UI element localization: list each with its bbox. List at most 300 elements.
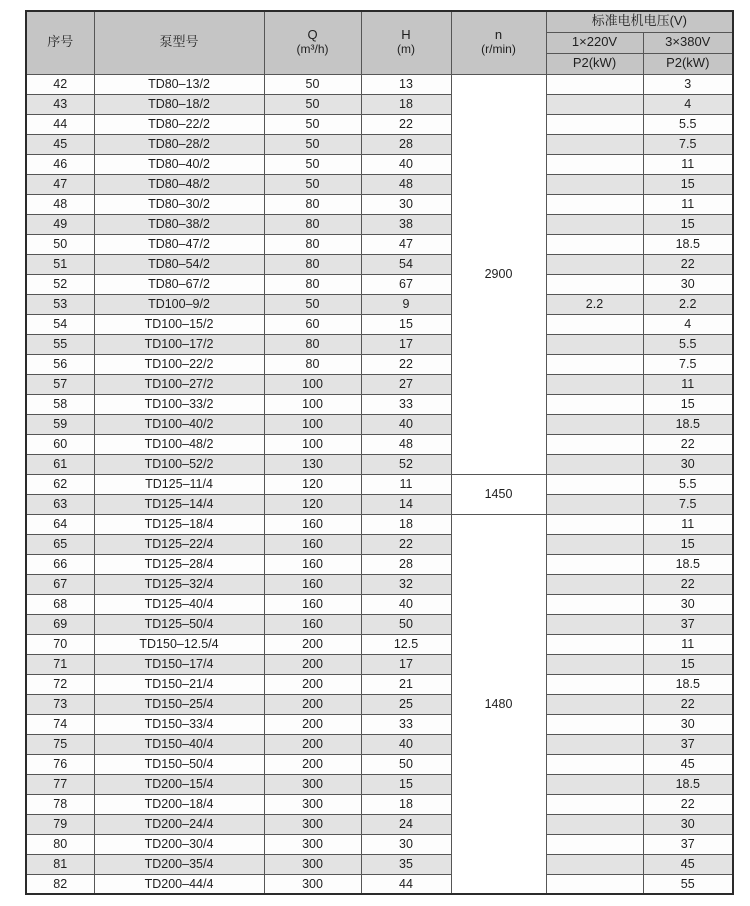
- cell-model: TD100–9/2: [94, 294, 264, 314]
- cell-p2-380: 18.5: [643, 554, 733, 574]
- cell-serial: 65: [26, 534, 94, 554]
- cell-flow-q: 200: [264, 634, 361, 654]
- cell-flow-q: 80: [264, 234, 361, 254]
- cell-flow-q: 300: [264, 874, 361, 894]
- cell-head-h: 18: [361, 94, 451, 114]
- cell-flow-q: 160: [264, 594, 361, 614]
- cell-serial: 68: [26, 594, 94, 614]
- cell-p2-380: 11: [643, 374, 733, 394]
- table-row: [26, 374, 733, 394]
- cell-model: TD125–40/4: [94, 594, 264, 614]
- table-row: [26, 514, 733, 534]
- cell-p2-220: [546, 274, 643, 294]
- cell-serial: 57: [26, 374, 94, 394]
- cell-p2-380: 2.2: [643, 294, 733, 314]
- table-row: [26, 474, 733, 494]
- cell-flow-q: 50: [264, 294, 361, 314]
- cell-p2-380: 11: [643, 154, 733, 174]
- cell-p2-380: 15: [643, 394, 733, 414]
- cell-flow-q: 80: [264, 194, 361, 214]
- cell-head-h: 33: [361, 714, 451, 734]
- table-row: [26, 774, 733, 794]
- cell-head-h: 48: [361, 434, 451, 454]
- cell-p2-220: [546, 474, 643, 494]
- header-n-unit: (r/min): [481, 42, 516, 57]
- table-row: [26, 794, 733, 814]
- table-row: [26, 734, 733, 754]
- cell-p2-380: 18.5: [643, 674, 733, 694]
- header-cell-speed-n: [451, 11, 546, 74]
- cell-serial: 71: [26, 654, 94, 674]
- cell-model: TD150–25/4: [94, 694, 264, 714]
- cell-serial: 49: [26, 214, 94, 234]
- cell-p2-220: [546, 694, 643, 714]
- cell-model: TD100–17/2: [94, 334, 264, 354]
- cell-flow-q: 300: [264, 774, 361, 794]
- table-row: [26, 94, 733, 114]
- cell-p2-220: [546, 394, 643, 414]
- cell-serial: 70: [26, 634, 94, 654]
- cell-serial: 46: [26, 154, 94, 174]
- cell-flow-q: 200: [264, 694, 361, 714]
- cell-serial: 51: [26, 254, 94, 274]
- header-h-unit: (m): [397, 42, 415, 57]
- cell-head-h: 9: [361, 294, 451, 314]
- header-cell-voltage-group: 标准电机电压(V): [546, 11, 733, 32]
- table-row: [26, 614, 733, 634]
- table-row: [26, 414, 733, 434]
- cell-p2-380: 7.5: [643, 134, 733, 154]
- cell-flow-q: 120: [264, 494, 361, 514]
- cell-model: TD80–13/2: [94, 74, 264, 94]
- cell-p2-380: 7.5: [643, 494, 733, 514]
- table-row: [26, 574, 733, 594]
- cell-serial: 45: [26, 134, 94, 154]
- cell-model: TD100–22/2: [94, 354, 264, 374]
- cell-flow-q: 100: [264, 434, 361, 454]
- cell-p2-220: [546, 574, 643, 594]
- cell-serial: 59: [26, 414, 94, 434]
- cell-head-h: 30: [361, 834, 451, 854]
- table-row: [26, 634, 733, 654]
- cell-p2-220: [546, 674, 643, 694]
- cell-serial: 63: [26, 494, 94, 514]
- cell-p2-220: [546, 314, 643, 334]
- cell-flow-q: 300: [264, 814, 361, 834]
- cell-serial: 77: [26, 774, 94, 794]
- cell-head-h: 30: [361, 194, 451, 214]
- table-row: [26, 494, 733, 514]
- table-body: [26, 74, 733, 894]
- cell-model: TD200–18/4: [94, 794, 264, 814]
- table-row: [26, 674, 733, 694]
- cell-head-h: 52: [361, 454, 451, 474]
- cell-p2-220: [546, 94, 643, 114]
- cell-p2-220: [546, 154, 643, 174]
- table-row: [26, 594, 733, 614]
- cell-p2-220: [546, 854, 643, 874]
- cell-model: TD80–30/2: [94, 194, 264, 214]
- cell-head-h: 13: [361, 74, 451, 94]
- cell-p2-220: [546, 194, 643, 214]
- table-row: [26, 874, 733, 894]
- table-row: [26, 114, 733, 134]
- cell-p2-220: [546, 454, 643, 474]
- cell-flow-q: 50: [264, 134, 361, 154]
- cell-model: TD80–54/2: [94, 254, 264, 274]
- cell-head-h: 15: [361, 774, 451, 794]
- cell-model: TD150–12.5/4: [94, 634, 264, 654]
- cell-model: TD125–14/4: [94, 494, 264, 514]
- cell-serial: 42: [26, 74, 94, 94]
- table-row: [26, 214, 733, 234]
- table-row: [26, 554, 733, 574]
- cell-p2-380: 22: [643, 574, 733, 594]
- cell-p2-380: 30: [643, 714, 733, 734]
- cell-head-h: 40: [361, 154, 451, 174]
- cell-p2-380: 4: [643, 314, 733, 334]
- cell-model: TD80–67/2: [94, 274, 264, 294]
- cell-head-h: 18: [361, 514, 451, 534]
- cell-flow-q: 160: [264, 554, 361, 574]
- cell-flow-q: 60: [264, 314, 361, 334]
- cell-flow-q: 80: [264, 214, 361, 234]
- cell-p2-380: 7.5: [643, 354, 733, 374]
- cell-model: TD150–40/4: [94, 734, 264, 754]
- table-row: [26, 714, 733, 734]
- cell-p2-380: 22: [643, 254, 733, 274]
- cell-head-h: 47: [361, 234, 451, 254]
- cell-flow-q: 50: [264, 74, 361, 94]
- cell-p2-220: [546, 814, 643, 834]
- cell-serial: 80: [26, 834, 94, 854]
- table-row: [26, 434, 733, 454]
- header-cell-220v: 1×220V: [546, 32, 643, 53]
- header-cell-p2-220: P2(kW): [546, 53, 643, 74]
- cell-p2-380: 22: [643, 434, 733, 454]
- cell-head-h: 11: [361, 474, 451, 494]
- cell-p2-380: 22: [643, 694, 733, 714]
- cell-model: TD150–33/4: [94, 714, 264, 734]
- cell-head-h: 28: [361, 134, 451, 154]
- cell-model: TD125–28/4: [94, 554, 264, 574]
- cell-p2-220: [546, 354, 643, 374]
- cell-serial: 78: [26, 794, 94, 814]
- cell-serial: 72: [26, 674, 94, 694]
- cell-p2-380: 15: [643, 534, 733, 554]
- cell-serial: 76: [26, 754, 94, 774]
- cell-model: TD80–38/2: [94, 214, 264, 234]
- cell-model: TD200–35/4: [94, 854, 264, 874]
- cell-serial: 58: [26, 394, 94, 414]
- table-row: [26, 254, 733, 274]
- cell-head-h: 67: [361, 274, 451, 294]
- cell-head-h: 38: [361, 214, 451, 234]
- cell-p2-380: 5.5: [643, 474, 733, 494]
- cell-flow-q: 80: [264, 334, 361, 354]
- cell-p2-380: 15: [643, 174, 733, 194]
- cell-speed-n: 1480: [451, 514, 546, 894]
- cell-serial: 62: [26, 474, 94, 494]
- cell-model: TD80–28/2: [94, 134, 264, 154]
- cell-head-h: 50: [361, 754, 451, 774]
- cell-serial: 79: [26, 814, 94, 834]
- cell-p2-380: 30: [643, 814, 733, 834]
- cell-model: TD200–44/4: [94, 874, 264, 894]
- cell-model: TD100–27/2: [94, 374, 264, 394]
- cell-serial: 50: [26, 234, 94, 254]
- cell-p2-220: [546, 554, 643, 574]
- cell-p2-380: 18.5: [643, 234, 733, 254]
- table-row: [26, 354, 733, 374]
- cell-p2-220: 2.2: [546, 294, 643, 314]
- cell-p2-220: [546, 74, 643, 94]
- cell-flow-q: 160: [264, 534, 361, 554]
- table-row: [26, 194, 733, 214]
- cell-p2-380: 45: [643, 854, 733, 874]
- cell-p2-220: [546, 254, 643, 274]
- cell-serial: 61: [26, 454, 94, 474]
- cell-p2-380: 15: [643, 654, 733, 674]
- cell-flow-q: 200: [264, 654, 361, 674]
- pump-spec-table: [25, 10, 734, 895]
- cell-serial: 81: [26, 854, 94, 874]
- cell-model: TD80–48/2: [94, 174, 264, 194]
- cell-flow-q: 50: [264, 154, 361, 174]
- cell-p2-380: 15: [643, 214, 733, 234]
- cell-flow-q: 160: [264, 574, 361, 594]
- cell-flow-q: 160: [264, 514, 361, 534]
- table-row: [26, 694, 733, 714]
- cell-flow-q: 50: [264, 114, 361, 134]
- cell-model: TD150–17/4: [94, 654, 264, 674]
- cell-head-h: 44: [361, 874, 451, 894]
- table-row: [26, 314, 733, 334]
- cell-flow-q: 200: [264, 674, 361, 694]
- cell-serial: 53: [26, 294, 94, 314]
- cell-p2-380: 11: [643, 194, 733, 214]
- cell-serial: 73: [26, 694, 94, 714]
- cell-serial: 67: [26, 574, 94, 594]
- table-row: [26, 534, 733, 554]
- cell-model: TD125–22/4: [94, 534, 264, 554]
- cell-head-h: 24: [361, 814, 451, 834]
- cell-serial: 47: [26, 174, 94, 194]
- cell-model: TD125–50/4: [94, 614, 264, 634]
- cell-p2-380: 11: [643, 634, 733, 654]
- cell-p2-380: 3: [643, 74, 733, 94]
- table-row: [26, 174, 733, 194]
- cell-serial: 60: [26, 434, 94, 454]
- cell-p2-220: [546, 774, 643, 794]
- table-row: [26, 154, 733, 174]
- cell-p2-380: 37: [643, 734, 733, 754]
- cell-serial: 82: [26, 874, 94, 894]
- cell-model: TD100–52/2: [94, 454, 264, 474]
- table-row: [26, 334, 733, 354]
- cell-head-h: 40: [361, 734, 451, 754]
- header-cell-head-h: [361, 11, 451, 74]
- cell-p2-380: 30: [643, 594, 733, 614]
- cell-flow-q: 50: [264, 94, 361, 114]
- header-q-unit: (m³/h): [296, 42, 329, 57]
- cell-p2-220: [546, 794, 643, 814]
- header-n-symbol: n: [494, 27, 503, 43]
- cell-p2-220: [546, 734, 643, 754]
- cell-head-h: 54: [361, 254, 451, 274]
- cell-p2-380: 18.5: [643, 774, 733, 794]
- cell-p2-380: 11: [643, 514, 733, 534]
- header-row-group: [26, 11, 733, 32]
- cell-flow-q: 120: [264, 474, 361, 494]
- cell-head-h: 33: [361, 394, 451, 414]
- cell-p2-380: 5.5: [643, 114, 733, 134]
- cell-serial: 52: [26, 274, 94, 294]
- table-row: [26, 814, 733, 834]
- cell-serial: 66: [26, 554, 94, 574]
- cell-serial: 64: [26, 514, 94, 534]
- cell-p2-220: [546, 534, 643, 554]
- cell-head-h: 17: [361, 654, 451, 674]
- cell-model: TD100–48/2: [94, 434, 264, 454]
- cell-speed-n: 2900: [451, 74, 546, 474]
- header-cell-serial: 序号: [26, 11, 94, 74]
- cell-model: TD150–50/4: [94, 754, 264, 774]
- header-cell-model: 泵型号: [94, 11, 264, 74]
- cell-p2-220: [546, 334, 643, 354]
- cell-p2-220: [546, 514, 643, 534]
- header-cell-flow-q: [264, 11, 361, 74]
- cell-flow-q: 160: [264, 614, 361, 634]
- cell-flow-q: 300: [264, 834, 361, 854]
- cell-flow-q: 80: [264, 354, 361, 374]
- cell-p2-220: [546, 634, 643, 654]
- cell-head-h: 25: [361, 694, 451, 714]
- cell-serial: 55: [26, 334, 94, 354]
- cell-p2-220: [546, 174, 643, 194]
- cell-model: TD200–15/4: [94, 774, 264, 794]
- cell-p2-220: [546, 134, 643, 154]
- table-row: [26, 274, 733, 294]
- cell-head-h: 40: [361, 594, 451, 614]
- cell-flow-q: 200: [264, 754, 361, 774]
- cell-p2-220: [546, 754, 643, 774]
- cell-head-h: 32: [361, 574, 451, 594]
- cell-model: TD125–18/4: [94, 514, 264, 534]
- cell-model: TD80–40/2: [94, 154, 264, 174]
- header-cell-380v: 3×380V: [643, 32, 733, 53]
- cell-p2-380: 18.5: [643, 414, 733, 434]
- table-row: [26, 394, 733, 414]
- cell-serial: 69: [26, 614, 94, 634]
- cell-p2-220: [546, 834, 643, 854]
- cell-serial: 56: [26, 354, 94, 374]
- cell-flow-q: 130: [264, 454, 361, 474]
- cell-head-h: 15: [361, 314, 451, 334]
- table-row: [26, 134, 733, 154]
- cell-serial: 48: [26, 194, 94, 214]
- table-row: [26, 294, 733, 314]
- cell-head-h: 35: [361, 854, 451, 874]
- cell-serial: 43: [26, 94, 94, 114]
- table-row: [26, 854, 733, 874]
- cell-head-h: 17: [361, 334, 451, 354]
- table-row: [26, 754, 733, 774]
- cell-serial: 54: [26, 314, 94, 334]
- cell-head-h: 18: [361, 794, 451, 814]
- cell-flow-q: 300: [264, 794, 361, 814]
- cell-p2-380: 5.5: [643, 334, 733, 354]
- cell-model: TD100–40/2: [94, 414, 264, 434]
- cell-p2-220: [546, 654, 643, 674]
- cell-model: TD100–33/2: [94, 394, 264, 414]
- cell-flow-q: 300: [264, 854, 361, 874]
- cell-head-h: 12.5: [361, 634, 451, 654]
- cell-p2-220: [546, 594, 643, 614]
- cell-p2-380: 55: [643, 874, 733, 894]
- cell-p2-220: [546, 414, 643, 434]
- cell-model: TD80–18/2: [94, 94, 264, 114]
- cell-p2-220: [546, 494, 643, 514]
- cell-model: TD200–24/4: [94, 814, 264, 834]
- cell-head-h: 40: [361, 414, 451, 434]
- cell-p2-220: [546, 614, 643, 634]
- table-row: [26, 454, 733, 474]
- cell-p2-220: [546, 434, 643, 454]
- table-row: [26, 74, 733, 94]
- cell-head-h: 28: [361, 554, 451, 574]
- cell-p2-380: 30: [643, 454, 733, 474]
- cell-model: TD80–47/2: [94, 234, 264, 254]
- cell-p2-220: [546, 214, 643, 234]
- cell-flow-q: 200: [264, 714, 361, 734]
- cell-p2-380: 22: [643, 794, 733, 814]
- header-h-symbol: H: [401, 27, 411, 43]
- cell-head-h: 14: [361, 494, 451, 514]
- cell-flow-q: 200: [264, 734, 361, 754]
- cell-head-h: 22: [361, 534, 451, 554]
- cell-p2-220: [546, 234, 643, 254]
- table-row: [26, 654, 733, 674]
- cell-flow-q: 100: [264, 394, 361, 414]
- cell-model: TD125–32/4: [94, 574, 264, 594]
- header-cell-p2-380: P2(kW): [643, 53, 733, 74]
- table-header: [26, 11, 733, 74]
- header-q-symbol: Q: [307, 27, 318, 43]
- cell-speed-n: 1450: [451, 474, 546, 514]
- cell-serial: 44: [26, 114, 94, 134]
- cell-flow-q: 50: [264, 174, 361, 194]
- cell-p2-380: 37: [643, 614, 733, 634]
- cell-flow-q: 100: [264, 374, 361, 394]
- cell-head-h: 21: [361, 674, 451, 694]
- cell-p2-220: [546, 374, 643, 394]
- table-row: [26, 234, 733, 254]
- cell-head-h: 27: [361, 374, 451, 394]
- cell-head-h: 22: [361, 354, 451, 374]
- cell-head-h: 50: [361, 614, 451, 634]
- cell-model: TD150–21/4: [94, 674, 264, 694]
- cell-p2-220: [546, 114, 643, 134]
- cell-p2-380: 37: [643, 834, 733, 854]
- cell-serial: 75: [26, 734, 94, 754]
- cell-p2-220: [546, 714, 643, 734]
- cell-model: TD200–30/4: [94, 834, 264, 854]
- cell-head-h: 48: [361, 174, 451, 194]
- table-row: [26, 834, 733, 854]
- cell-model: TD80–22/2: [94, 114, 264, 134]
- cell-p2-220: [546, 874, 643, 894]
